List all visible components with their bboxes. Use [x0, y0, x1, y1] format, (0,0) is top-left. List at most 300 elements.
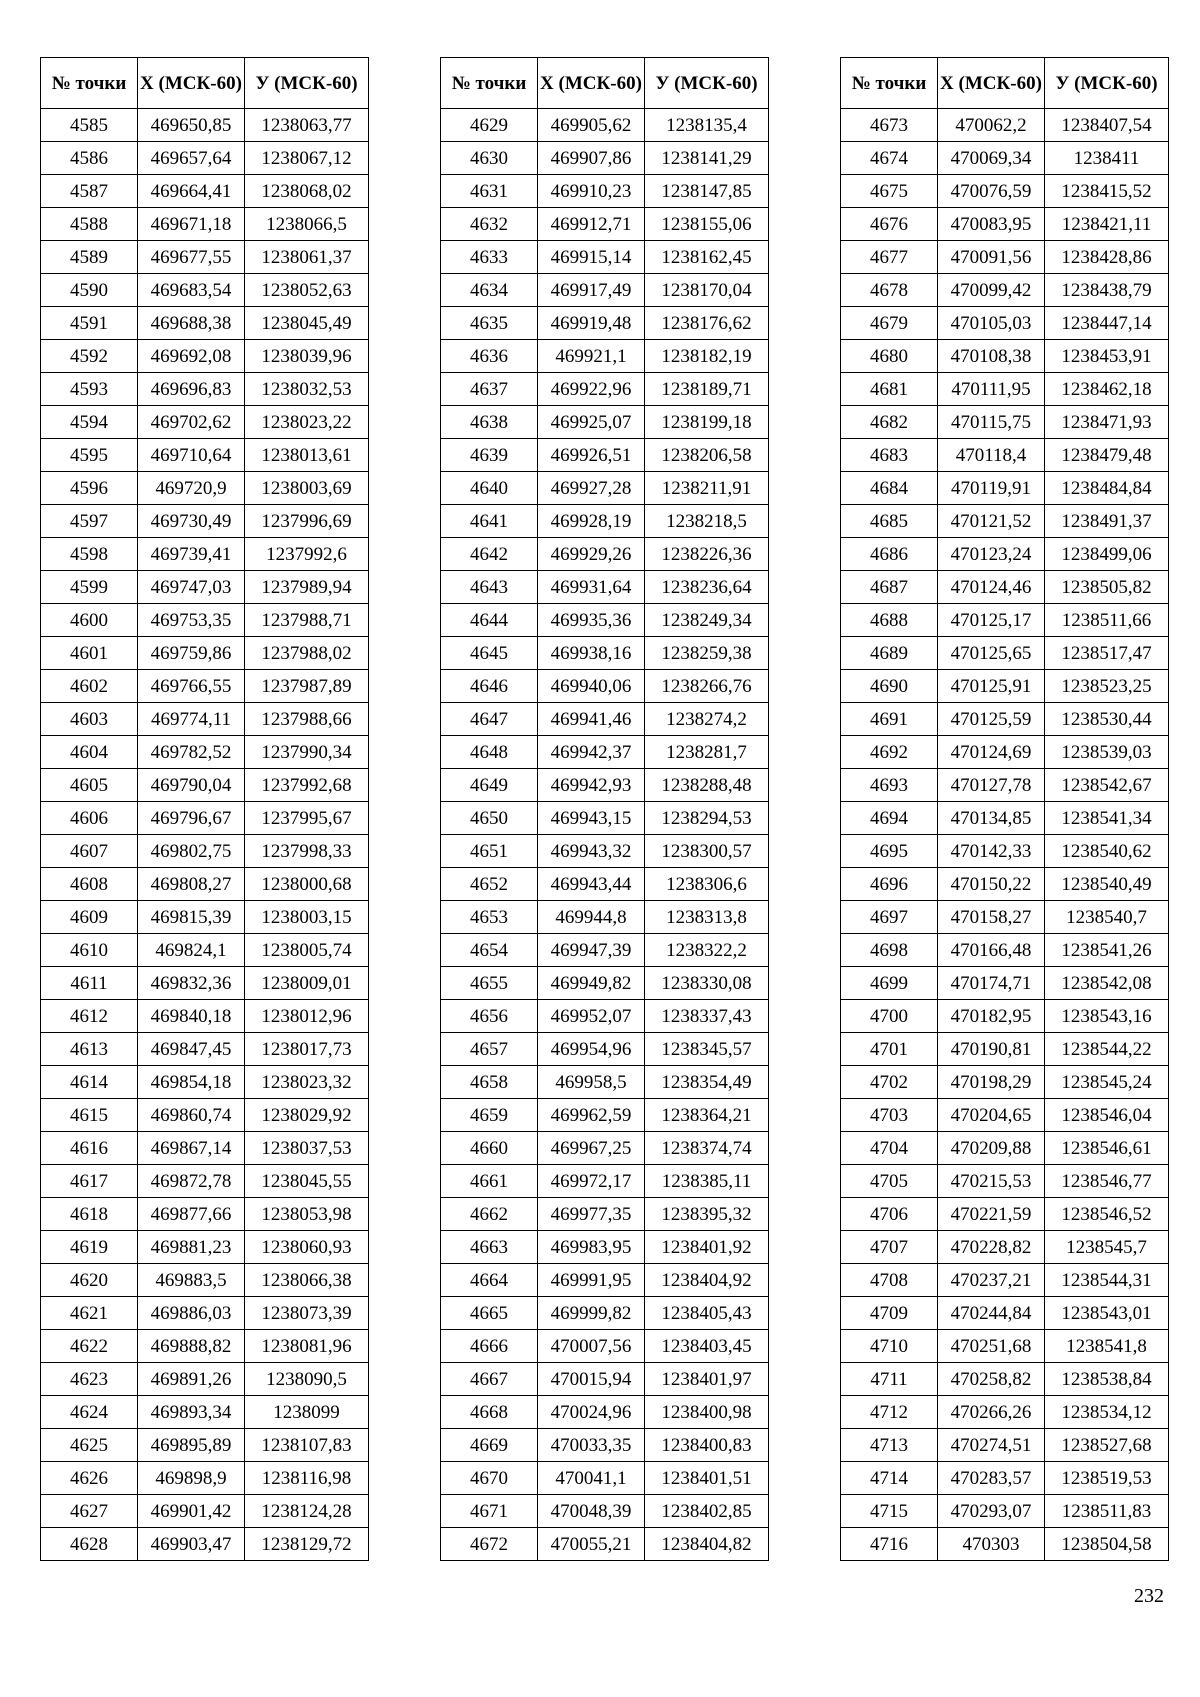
x-coordinate-cell: 470123,24	[938, 538, 1045, 571]
table-row	[841, 1000, 1169, 1033]
y-coordinate-cell: 1238009,01	[245, 967, 369, 1000]
y-coordinate-cell: 1238354,49	[645, 1066, 769, 1099]
point-number-cell: 4630	[441, 142, 538, 175]
table-row	[441, 1396, 769, 1429]
y-coordinate-cell: 1238135,4	[645, 109, 769, 142]
x-coordinate-cell: 469730,49	[138, 505, 245, 538]
x-coordinate-cell: 469941,46	[538, 703, 645, 736]
point-number-cell: 4623	[41, 1363, 138, 1396]
x-coordinate-cell: 470283,57	[938, 1462, 1045, 1495]
point-number-cell: 4684	[841, 472, 938, 505]
table-row	[841, 1231, 1169, 1264]
table-row	[41, 1528, 369, 1561]
table-row	[841, 274, 1169, 307]
x-coordinate-cell: 470024,96	[538, 1396, 645, 1429]
header-y-coordinate: У (МСК-60)	[245, 58, 369, 109]
x-coordinate-cell: 470166,48	[938, 934, 1045, 967]
point-number-cell: 4682	[841, 406, 938, 439]
y-coordinate-cell: 1237992,68	[245, 769, 369, 802]
y-coordinate-cell: 1238249,34	[645, 604, 769, 637]
x-coordinate-cell: 470062,2	[938, 109, 1045, 142]
x-coordinate-cell: 469942,93	[538, 769, 645, 802]
table-row	[841, 472, 1169, 505]
y-coordinate-cell: 1238206,58	[645, 439, 769, 472]
x-coordinate-cell: 470303	[938, 1528, 1045, 1561]
y-coordinate-cell: 1238542,67	[1045, 769, 1169, 802]
table-row	[41, 241, 369, 274]
point-number-cell: 4649	[441, 769, 538, 802]
x-coordinate-cell: 469774,11	[138, 703, 245, 736]
y-coordinate-cell: 1237992,6	[245, 538, 369, 571]
y-coordinate-cell: 1237988,66	[245, 703, 369, 736]
point-number-cell: 4595	[41, 439, 138, 472]
y-coordinate-cell: 1238099	[245, 1396, 369, 1429]
point-number-cell: 4639	[441, 439, 538, 472]
point-number-cell: 4588	[41, 208, 138, 241]
header-x-coordinate: X (МСК-60)	[938, 58, 1045, 109]
y-coordinate-cell: 1238511,83	[1045, 1495, 1169, 1528]
coordinates-table	[40, 57, 369, 1561]
table-row	[841, 175, 1169, 208]
table-row	[841, 703, 1169, 736]
y-coordinate-cell: 1238453,91	[1045, 340, 1169, 373]
table-row	[841, 406, 1169, 439]
y-coordinate-cell: 1238543,01	[1045, 1297, 1169, 1330]
point-number-cell: 4704	[841, 1132, 938, 1165]
x-coordinate-cell: 469983,95	[538, 1231, 645, 1264]
y-coordinate-cell: 1238544,22	[1045, 1033, 1169, 1066]
x-coordinate-cell: 469790,04	[138, 769, 245, 802]
point-number-cell: 4635	[441, 307, 538, 340]
table-row	[41, 1066, 369, 1099]
point-number-cell: 4685	[841, 505, 938, 538]
table-row	[841, 1429, 1169, 1462]
y-coordinate-cell: 1238395,32	[645, 1198, 769, 1231]
table-row	[441, 835, 769, 868]
table-row	[441, 802, 769, 835]
x-coordinate-cell: 469881,23	[138, 1231, 245, 1264]
point-number-cell: 4615	[41, 1099, 138, 1132]
point-number-cell: 4687	[841, 571, 938, 604]
x-coordinate-cell: 470274,51	[938, 1429, 1045, 1462]
point-number-cell: 4670	[441, 1462, 538, 1495]
point-number-cell: 4585	[41, 109, 138, 142]
y-coordinate-cell: 1238479,48	[1045, 439, 1169, 472]
table-row	[841, 538, 1169, 571]
table-row	[441, 901, 769, 934]
y-coordinate-cell: 1238090,5	[245, 1363, 369, 1396]
header-y-coordinate: У (МСК-60)	[1045, 58, 1169, 109]
y-coordinate-cell: 1238374,74	[645, 1132, 769, 1165]
table-row	[841, 1099, 1169, 1132]
point-number-cell: 4600	[41, 604, 138, 637]
table-row	[441, 505, 769, 538]
point-number-cell: 4669	[441, 1429, 538, 1462]
table-row	[441, 142, 769, 175]
point-number-cell: 4606	[41, 802, 138, 835]
point-number-cell: 4665	[441, 1297, 538, 1330]
y-coordinate-cell: 1238116,98	[245, 1462, 369, 1495]
y-coordinate-cell: 1238491,37	[1045, 505, 1169, 538]
x-coordinate-cell: 469739,41	[138, 538, 245, 571]
table-row	[41, 1132, 369, 1165]
table-row	[41, 1000, 369, 1033]
table-row	[41, 340, 369, 373]
point-number-cell: 4706	[841, 1198, 938, 1231]
point-number-cell: 4638	[441, 406, 538, 439]
point-number-cell: 4641	[441, 505, 538, 538]
y-coordinate-cell: 1238330,08	[645, 967, 769, 1000]
point-number-cell: 4696	[841, 868, 938, 901]
table-row	[41, 1462, 369, 1495]
x-coordinate-cell: 469688,38	[138, 307, 245, 340]
y-coordinate-cell: 1238060,93	[245, 1231, 369, 1264]
y-coordinate-cell: 1238147,85	[645, 175, 769, 208]
point-number-cell: 4674	[841, 142, 938, 175]
point-number-cell: 4655	[441, 967, 538, 1000]
x-coordinate-cell: 469925,07	[538, 406, 645, 439]
coordinates-table	[840, 57, 1169, 1561]
point-number-cell: 4703	[841, 1099, 938, 1132]
x-coordinate-cell: 469922,96	[538, 373, 645, 406]
y-coordinate-cell: 1238534,12	[1045, 1396, 1169, 1429]
table-row	[441, 1165, 769, 1198]
table-row	[841, 1033, 1169, 1066]
table-row	[441, 1132, 769, 1165]
y-coordinate-cell: 1238471,93	[1045, 406, 1169, 439]
x-coordinate-cell: 469935,36	[538, 604, 645, 637]
x-coordinate-cell: 469747,03	[138, 571, 245, 604]
table-row	[841, 802, 1169, 835]
x-coordinate-cell: 470124,46	[938, 571, 1045, 604]
x-coordinate-cell: 470108,38	[938, 340, 1045, 373]
y-coordinate-cell: 1238236,64	[645, 571, 769, 604]
table-row	[41, 1165, 369, 1198]
y-coordinate-cell: 1238519,53	[1045, 1462, 1169, 1495]
y-coordinate-cell: 1238013,61	[245, 439, 369, 472]
table-row	[841, 736, 1169, 769]
y-coordinate-cell: 1238211,91	[645, 472, 769, 505]
table-row	[41, 769, 369, 802]
page-number: 232	[1134, 1585, 1164, 1607]
table-row	[41, 670, 369, 703]
point-number-cell: 4633	[441, 241, 538, 274]
table-row	[841, 142, 1169, 175]
point-number-cell: 4612	[41, 1000, 138, 1033]
point-number-cell: 4605	[41, 769, 138, 802]
x-coordinate-cell: 469671,18	[138, 208, 245, 241]
point-number-cell: 4626	[41, 1462, 138, 1495]
point-number-cell: 4707	[841, 1231, 938, 1264]
x-coordinate-cell: 469928,19	[538, 505, 645, 538]
point-number-cell: 4610	[41, 934, 138, 967]
point-number-cell: 4705	[841, 1165, 938, 1198]
y-coordinate-cell: 1238421,11	[1045, 208, 1169, 241]
y-coordinate-cell: 1238546,61	[1045, 1132, 1169, 1165]
point-number-cell: 4672	[441, 1528, 538, 1561]
x-coordinate-cell: 470182,95	[938, 1000, 1045, 1033]
x-coordinate-cell: 470125,65	[938, 637, 1045, 670]
x-coordinate-cell: 470015,94	[538, 1363, 645, 1396]
point-number-cell: 4676	[841, 208, 938, 241]
x-coordinate-cell: 469692,08	[138, 340, 245, 373]
y-coordinate-cell: 1238401,51	[645, 1462, 769, 1495]
point-number-cell: 4628	[41, 1528, 138, 1561]
x-coordinate-cell: 470150,22	[938, 868, 1045, 901]
point-number-cell: 4650	[441, 802, 538, 835]
table-row	[441, 1495, 769, 1528]
x-coordinate-cell: 470124,69	[938, 736, 1045, 769]
y-coordinate-cell: 1238415,52	[1045, 175, 1169, 208]
table-row	[841, 1264, 1169, 1297]
x-coordinate-cell: 470121,52	[938, 505, 1045, 538]
y-coordinate-cell: 1238504,58	[1045, 1528, 1169, 1561]
y-coordinate-cell: 1238199,18	[645, 406, 769, 439]
table-row	[841, 439, 1169, 472]
y-coordinate-cell: 1238400,83	[645, 1429, 769, 1462]
table-row	[441, 637, 769, 670]
table-row	[441, 472, 769, 505]
x-coordinate-cell: 470125,91	[938, 670, 1045, 703]
table-row	[41, 373, 369, 406]
point-number-cell: 4611	[41, 967, 138, 1000]
table-row	[441, 274, 769, 307]
table-row	[441, 868, 769, 901]
y-coordinate-cell: 1237989,94	[245, 571, 369, 604]
table-body	[41, 109, 369, 1561]
table-row	[441, 208, 769, 241]
y-coordinate-cell: 1238401,97	[645, 1363, 769, 1396]
table-row	[41, 1363, 369, 1396]
point-number-cell: 4694	[841, 802, 938, 835]
y-coordinate-cell: 1238162,45	[645, 241, 769, 274]
x-coordinate-cell: 469720,9	[138, 472, 245, 505]
point-number-cell: 4659	[441, 1099, 538, 1132]
point-number-cell: 4661	[441, 1165, 538, 1198]
y-coordinate-cell: 1238541,26	[1045, 934, 1169, 967]
y-coordinate-cell: 1238313,8	[645, 901, 769, 934]
header-x-coordinate: X (МСК-60)	[138, 58, 245, 109]
table-row	[41, 1033, 369, 1066]
y-coordinate-cell: 1238068,02	[245, 175, 369, 208]
table-row	[841, 1297, 1169, 1330]
y-coordinate-cell: 1238141,29	[645, 142, 769, 175]
y-coordinate-cell: 1238124,28	[245, 1495, 369, 1528]
table-row	[41, 406, 369, 439]
table-row	[41, 307, 369, 340]
x-coordinate-cell: 470033,35	[538, 1429, 645, 1462]
table-row	[441, 736, 769, 769]
point-number-cell: 4619	[41, 1231, 138, 1264]
x-coordinate-cell: 469903,47	[138, 1528, 245, 1561]
x-coordinate-cell: 469926,51	[538, 439, 645, 472]
point-number-cell: 4689	[841, 637, 938, 670]
table-body	[841, 109, 1169, 1561]
table-row	[841, 208, 1169, 241]
x-coordinate-cell: 469905,62	[538, 109, 645, 142]
x-coordinate-cell: 469877,66	[138, 1198, 245, 1231]
y-coordinate-cell: 1238218,5	[645, 505, 769, 538]
x-coordinate-cell: 470125,59	[938, 703, 1045, 736]
table-row	[41, 1297, 369, 1330]
x-coordinate-cell: 469912,71	[538, 208, 645, 241]
y-coordinate-cell: 1238274,2	[645, 703, 769, 736]
point-number-cell: 4680	[841, 340, 938, 373]
point-number-cell: 4666	[441, 1330, 538, 1363]
y-coordinate-cell: 1238345,57	[645, 1033, 769, 1066]
point-number-cell: 4624	[41, 1396, 138, 1429]
y-coordinate-cell: 1238484,84	[1045, 472, 1169, 505]
y-coordinate-cell: 1238530,44	[1045, 703, 1169, 736]
table-row	[41, 703, 369, 736]
table-row	[441, 604, 769, 637]
table-row	[841, 571, 1169, 604]
table-row	[841, 241, 1169, 274]
header-point-number: № точки	[41, 58, 138, 109]
y-coordinate-cell: 1238012,96	[245, 1000, 369, 1033]
x-coordinate-cell: 470118,4	[938, 439, 1045, 472]
y-coordinate-cell: 1238527,68	[1045, 1429, 1169, 1462]
y-coordinate-cell: 1238517,47	[1045, 637, 1169, 670]
x-coordinate-cell: 469910,23	[538, 175, 645, 208]
x-coordinate-cell: 469702,62	[138, 406, 245, 439]
table-row	[41, 208, 369, 241]
y-coordinate-cell: 1238039,96	[245, 340, 369, 373]
y-coordinate-cell: 1238066,38	[245, 1264, 369, 1297]
y-coordinate-cell: 1238523,25	[1045, 670, 1169, 703]
x-coordinate-cell: 470111,95	[938, 373, 1045, 406]
point-number-cell: 4636	[441, 340, 538, 373]
table-row	[441, 175, 769, 208]
table-row	[41, 868, 369, 901]
x-coordinate-cell: 469940,06	[538, 670, 645, 703]
x-coordinate-cell: 469867,14	[138, 1132, 245, 1165]
y-coordinate-cell: 1238107,83	[245, 1429, 369, 1462]
y-coordinate-cell: 1238438,79	[1045, 274, 1169, 307]
y-coordinate-cell: 1238003,15	[245, 901, 369, 934]
x-coordinate-cell: 469901,42	[138, 1495, 245, 1528]
x-coordinate-cell: 469759,86	[138, 637, 245, 670]
x-coordinate-cell: 469860,74	[138, 1099, 245, 1132]
point-number-cell: 4698	[841, 934, 938, 967]
x-coordinate-cell: 470209,88	[938, 1132, 1045, 1165]
y-coordinate-cell: 1238447,14	[1045, 307, 1169, 340]
point-number-cell: 4700	[841, 1000, 938, 1033]
x-coordinate-cell: 469952,07	[538, 1000, 645, 1033]
point-number-cell: 4715	[841, 1495, 938, 1528]
point-number-cell: 4712	[841, 1396, 938, 1429]
point-number-cell: 4654	[441, 934, 538, 967]
y-coordinate-cell: 1238189,71	[645, 373, 769, 406]
y-coordinate-cell: 1237995,67	[245, 802, 369, 835]
table-row	[841, 670, 1169, 703]
table-row	[441, 373, 769, 406]
table-row	[441, 934, 769, 967]
y-coordinate-cell: 1238226,36	[645, 538, 769, 571]
table-row	[441, 769, 769, 802]
x-coordinate-cell: 469962,59	[538, 1099, 645, 1132]
y-coordinate-cell: 1238032,53	[245, 373, 369, 406]
table-row	[841, 934, 1169, 967]
point-number-cell: 4653	[441, 901, 538, 934]
point-number-cell: 4677	[841, 241, 938, 274]
point-number-cell: 4647	[441, 703, 538, 736]
y-coordinate-cell: 1238541,34	[1045, 802, 1169, 835]
point-number-cell: 4592	[41, 340, 138, 373]
x-coordinate-cell: 469753,35	[138, 604, 245, 637]
table-row	[841, 967, 1169, 1000]
table-row	[441, 670, 769, 703]
y-coordinate-cell: 1238462,18	[1045, 373, 1169, 406]
point-number-cell: 4616	[41, 1132, 138, 1165]
x-coordinate-cell: 469650,85	[138, 109, 245, 142]
x-coordinate-cell: 469919,48	[538, 307, 645, 340]
table-row	[441, 1462, 769, 1495]
y-coordinate-cell: 1238063,77	[245, 109, 369, 142]
y-coordinate-cell: 1237988,02	[245, 637, 369, 670]
y-coordinate-cell: 1238294,53	[645, 802, 769, 835]
y-coordinate-cell: 1238170,04	[645, 274, 769, 307]
y-coordinate-cell: 1238053,98	[245, 1198, 369, 1231]
x-coordinate-cell: 469972,17	[538, 1165, 645, 1198]
x-coordinate-cell: 469895,89	[138, 1429, 245, 1462]
x-coordinate-cell: 469683,54	[138, 274, 245, 307]
point-number-cell: 4614	[41, 1066, 138, 1099]
point-number-cell: 4681	[841, 373, 938, 406]
y-coordinate-cell: 1237998,33	[245, 835, 369, 868]
point-number-cell: 4622	[41, 1330, 138, 1363]
table-row	[441, 1000, 769, 1033]
table-row	[41, 802, 369, 835]
y-coordinate-cell: 1238052,63	[245, 274, 369, 307]
x-coordinate-cell: 470237,21	[938, 1264, 1045, 1297]
y-coordinate-cell: 1238129,72	[245, 1528, 369, 1561]
x-coordinate-cell: 470041,1	[538, 1462, 645, 1495]
table-row	[441, 1528, 769, 1561]
y-coordinate-cell: 1238182,19	[645, 340, 769, 373]
table-row	[41, 1396, 369, 1429]
x-coordinate-cell: 470215,53	[938, 1165, 1045, 1198]
table-row	[841, 307, 1169, 340]
point-number-cell: 4673	[841, 109, 938, 142]
y-coordinate-cell: 1238541,8	[1045, 1330, 1169, 1363]
y-coordinate-cell: 1238404,92	[645, 1264, 769, 1297]
x-coordinate-cell: 470119,91	[938, 472, 1045, 505]
point-number-cell: 4710	[841, 1330, 938, 1363]
x-coordinate-cell: 469944,8	[538, 901, 645, 934]
y-coordinate-cell: 1238401,92	[645, 1231, 769, 1264]
point-number-cell: 4664	[441, 1264, 538, 1297]
table-row	[441, 109, 769, 142]
x-coordinate-cell: 470190,81	[938, 1033, 1045, 1066]
point-number-cell: 4586	[41, 142, 138, 175]
y-coordinate-cell: 1238543,16	[1045, 1000, 1169, 1033]
x-coordinate-cell: 469999,82	[538, 1297, 645, 1330]
table-row	[41, 571, 369, 604]
point-number-cell: 4637	[441, 373, 538, 406]
x-coordinate-cell: 469677,55	[138, 241, 245, 274]
y-coordinate-cell: 1238545,24	[1045, 1066, 1169, 1099]
x-coordinate-cell: 469921,1	[538, 340, 645, 373]
point-number-cell: 4629	[441, 109, 538, 142]
y-coordinate-cell: 1238045,49	[245, 307, 369, 340]
point-number-cell: 4620	[41, 1264, 138, 1297]
x-coordinate-cell: 470142,33	[938, 835, 1045, 868]
x-coordinate-cell: 470293,07	[938, 1495, 1045, 1528]
x-coordinate-cell: 470244,84	[938, 1297, 1045, 1330]
x-coordinate-cell: 470091,56	[938, 241, 1045, 274]
point-number-cell: 4597	[41, 505, 138, 538]
